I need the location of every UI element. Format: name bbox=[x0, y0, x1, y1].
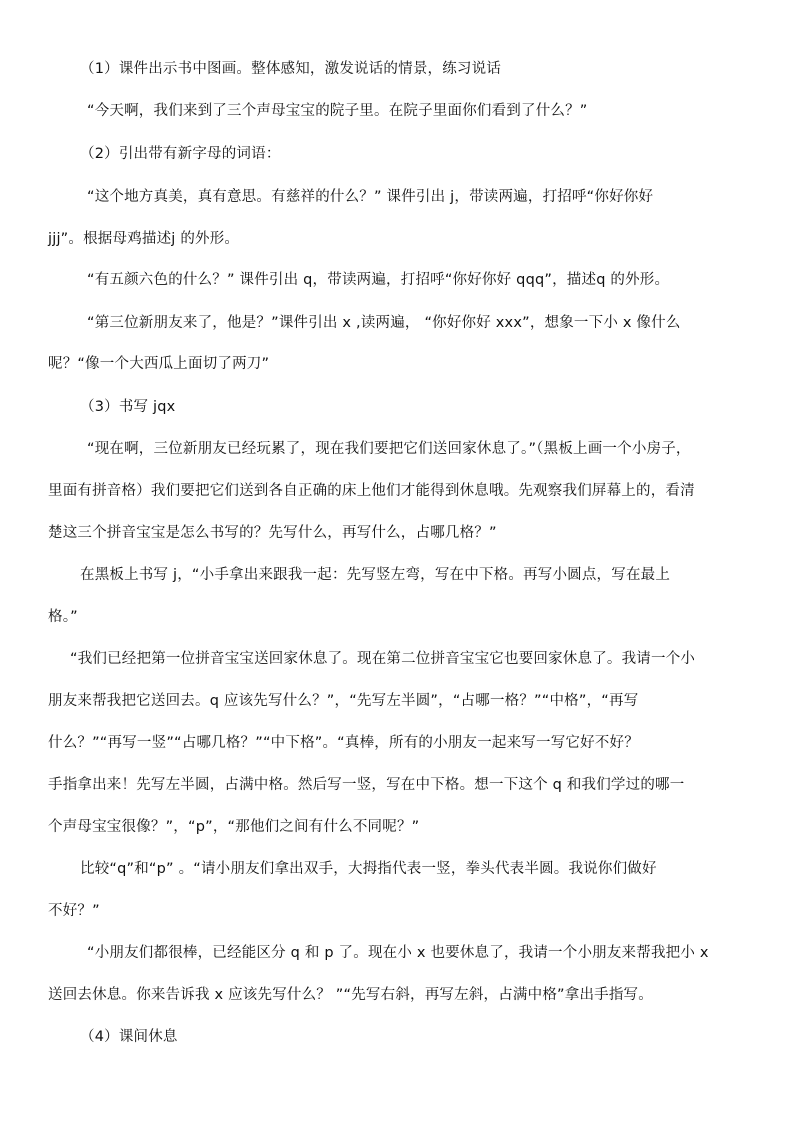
paragraph-line: “有五颜六色的什么？” 课件引出 q，带读两遍，打招呼“你好你好 qqq”，描述q 的外形。 bbox=[87, 272, 670, 288]
paragraph-line: “小朋友们都很棒，已经能区分 q 和 p 了。现在小 x 也要休息了，我请一个小朋友来帮我把小 x bbox=[87, 945, 709, 961]
paragraph-line: 不好？” bbox=[48, 903, 100, 919]
paragraph-line: “我们已经把第一位拼音宝宝送回家休息了。现在第二位拼音宝宝它也要回家休息了。我请一个小 bbox=[70, 651, 696, 667]
paragraph-line: （2）引出带有新字母的词语： bbox=[80, 146, 281, 162]
paragraph-line: 里面有拼音格）我们要把它们送到各自正确的床上他们才能得到休息哦。先观察我们屏幕上的，看清 bbox=[48, 483, 695, 499]
paragraph-line: 什么？”“再写一竖”“占哪几格？”“中下格”。“真棒，所有的小朋友一起来写一写它好不好？ bbox=[48, 735, 639, 751]
paragraph-line: 个声母宝宝很像？”，“p”，“那他们之间有什么不同呢？” bbox=[48, 819, 420, 835]
paragraph-line: 比较“q”和“p” 。“请小朋友们拿出双手，大拇指代表一竖，拳头代表半圆。我说你们做好 bbox=[80, 861, 657, 877]
paragraph-line: “这个地方真美，真有意思。有慈祥的什么？” 课件引出 j，带读两遍，打招呼“你好你好 bbox=[87, 189, 654, 205]
section-heading: （3）书写 jqx bbox=[80, 399, 176, 415]
paragraph-line: （1）课件出示书中图画。整体感知，激发说话的情景，练习说话 bbox=[80, 61, 502, 77]
paragraph-line: “今天啊，我们来到了三个声母宝宝的院子里。在院子里面你们看到了什么？” bbox=[87, 103, 588, 119]
paragraph-line: 送回去休息。你来告诉我 x 应该先写什么？ ”“先写右斜，再写左斜，占满中格”拿出手指写。 bbox=[48, 987, 653, 1003]
paragraph-line: 在黑板上书写 j，“小手拿出来跟我一起：先写竖左弯，写在中下格。再写小圆点，写在最上 bbox=[80, 567, 671, 583]
paragraph-line: “现在啊，三位新朋友已经玩累了，现在我们要把它们送回家休息了。”（黑板上画一个小房子， bbox=[87, 441, 691, 457]
paragraph-line: 楚这三个拼音宝宝是怎么书写的？先写什么，再写什么，占哪几格？” bbox=[48, 525, 497, 541]
paragraph-line: 格。” bbox=[48, 609, 78, 625]
paragraph-line: 朋友来帮我把它送回去。q 应该先写什么？”，“先写左半圆”，“占哪一格？”“中格”，“再写 bbox=[48, 693, 639, 709]
paragraph-line: “第三位新朋友来了，他是？”课件引出 x ,读两遍， “你好你好 xxx”，想象一下小 x 像什么 bbox=[87, 315, 681, 331]
section-heading: （4）课间休息 bbox=[80, 1029, 178, 1045]
paragraph-line: 手指拿出来！先写左半圆，占满中格。然后写一竖，写在中下格。想一下这个 q 和我们学过的哪一 bbox=[48, 777, 685, 793]
paragraph-line: 呢？“像一个大西瓜上面切了两刀” bbox=[48, 356, 270, 372]
paragraph-line: jjj”。根据母鸡描述j 的外形。 bbox=[48, 231, 240, 247]
